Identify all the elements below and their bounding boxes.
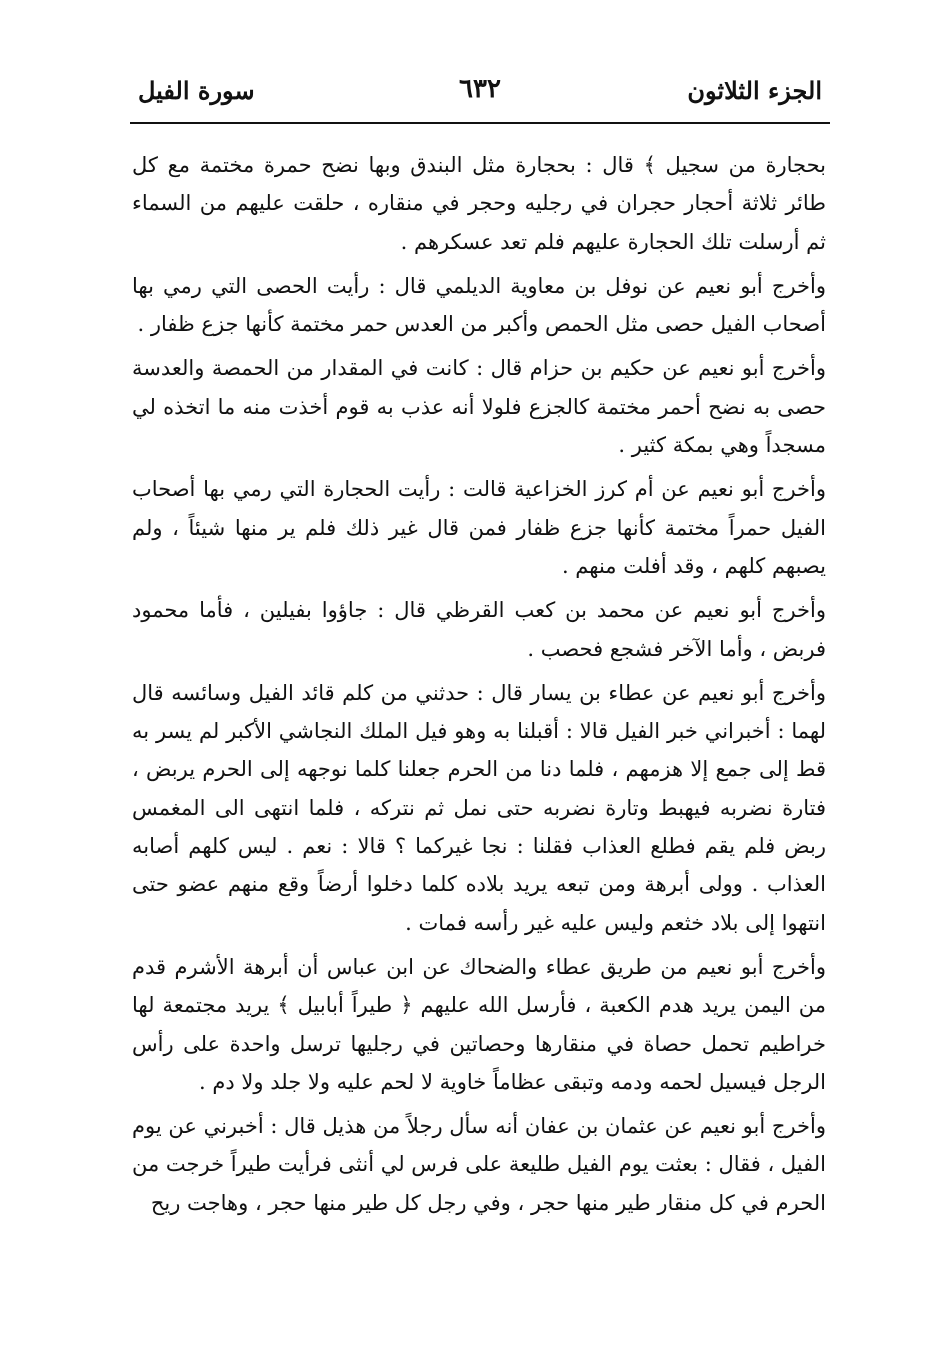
part-title: الجزء الثلاثون	[687, 76, 822, 105]
page-number: ٦٣٢	[459, 74, 501, 104]
paragraph-8: وأخرج أبو نعيم عن عثمان بن عفان أنه سأل رجلاً من هذيل قال : أخبرني عن يوم الفيل ، فقال : بعثت يوم الفيل طليعة على فرس لي أنثى فرأيت طيراً خرجت من الحرم في كل منقار طير منها حجر ، وفي رجل كل طير منها حجر ، وهاجت ريح	[132, 1114, 826, 1215]
header-rule	[130, 122, 830, 124]
paragraph-3: وأخرج أبو نعيم عن حكيم بن حزام قال : كانت في المقدار من الحمصة والعدسة حصى به نضح أحمر مختمة كالجزع فلولا أنه عذب به قوم أخذت منه ما اتخذه لي مسجداً وهي بمكة كثير .	[132, 356, 826, 458]
paragraph-4: وأخرج أبو نعيم عن أم كرز الخزاعية قالت : رأيت الحجارة التي رمي بها أصحاب الفيل حمراً مختمة كأنها جزع ظفار فمن قال غير ذلك فلم ير منها شيئاً ، ولم يصبهم كلهم ، وقد أفلت منهم .	[132, 477, 826, 578]
surah-title: سورة الفيل	[138, 76, 255, 105]
paragraph-1: بحجارة من سجيل ﴾ قال : بحجارة مثل البندق وبها نضح حمرة مختمة مع كل طائر ثلاثة أحجار حجران في رجليه وحجر في منقاره ، حلقت عليهم من السماء ثم أرسلت تلك الحجارة عليهم فلم تعد عسكرهم .	[132, 153, 826, 254]
paragraph-2: وأخرج أبو نعيم عن نوفل بن معاوية الديلمي قال : رأيت الحصى التي رمي بها أصحاب الفيل حصى مثل الحمص وأكبر من العدس حمر مختمة كأنها جزع ظفار .	[132, 273, 826, 337]
body-text	[132, 146, 826, 1228]
paragraph-7: وأخرج أبو نعيم من طريق عطاء والضحاك عن ابن عباس أن أبرهة الأشرم قدم من اليمن يريد هدم الكعبة ، فأرسل الله عليهم ﴿ طيراً أبابيل ﴾ يريد مجتمعة لها خراطيم تحمل حصاة في منقارها وحصاتين في رجليها ترسل واحدة على رأس الرجل فيسيل لحمه ودمه وتبقى عظاماً خاوية لا لحم عليه ولا جلد ولا دم .	[132, 954, 826, 1094]
page-header	[130, 70, 830, 118]
paragraph-6: وأخرج أبو نعيم عن عطاء بن يسار قال : حدثني من كلم قائد الفيل وسائسه قال لهما : أخبراني خبر الفيل قالا : أقبلنا به وهو فيل الملك النجاشي الأكبر لم يسر به قط إلى جمع إلا هزمهم ، فلما دنا من الحرم جعلنا كلما نوجهه إلى الحرم يربض ، فتارة نضربه فيهبط وتارة نضربه حتى نمل ثم نتركه ، فلما انتهى الى المغمس ربض فلم يقم فطلع العذاب فقلنا : نجا غيركما ؟ قالا : نعم . ليس كلهم أصابه العذاب . وولى أبرهة ومن تبعه يريد بلاده كلما دخلوا أرضاً وقع منهم عضو حتى انتهوا إلى بلاد خثعم وليس عليه غير رأسه فمات .	[132, 680, 826, 935]
paragraph-5: وأخرج أبو نعيم عن محمد بن كعب القرظي قال : جاؤوا بفيلين ، فأما محمود فربض ، وأما الآخر فشجع فحصب .	[132, 598, 826, 661]
